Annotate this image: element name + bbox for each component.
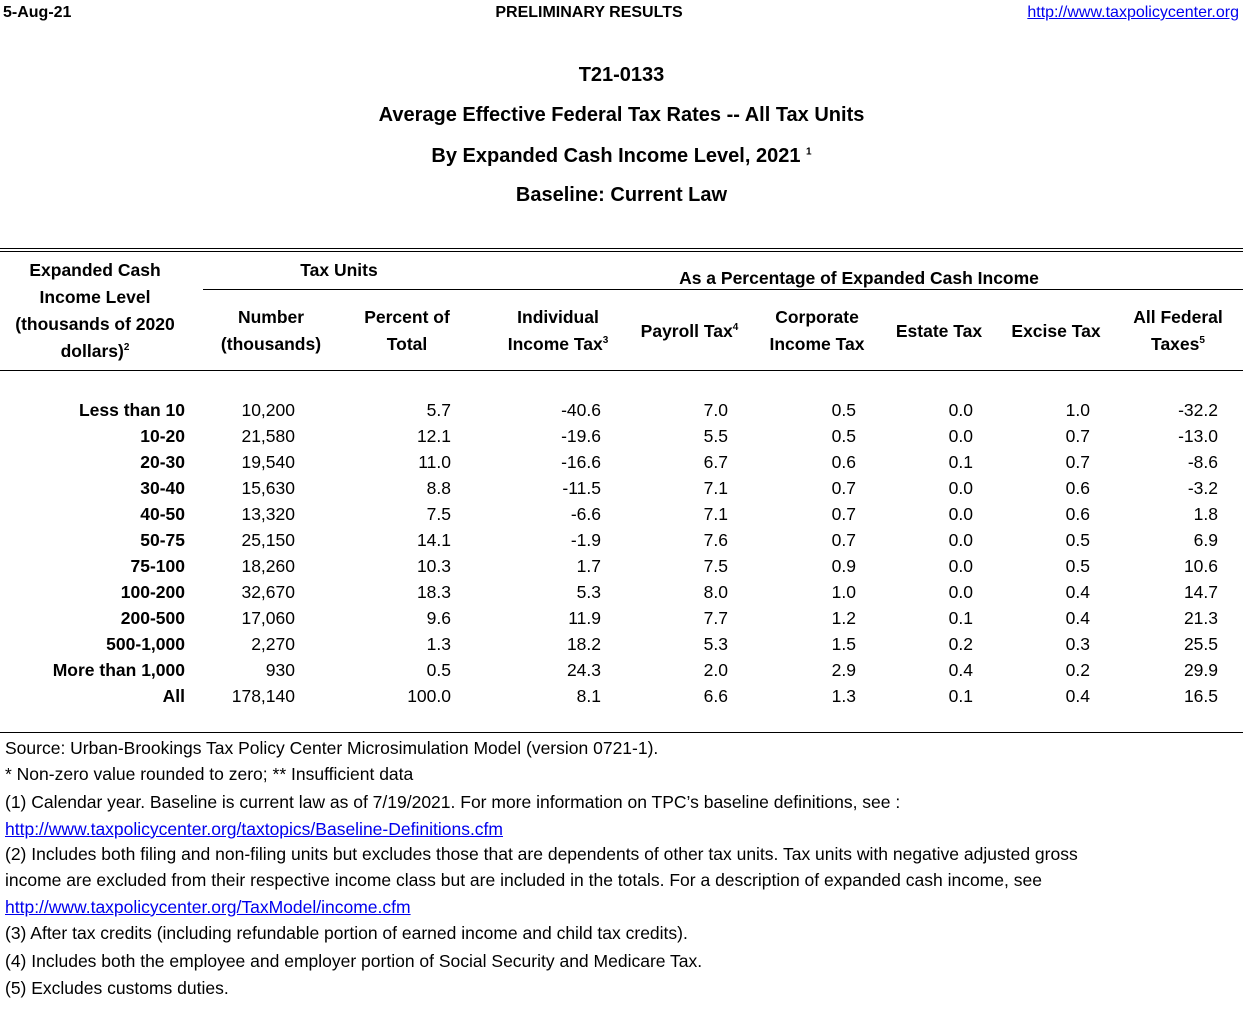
- cell-corporate-income-tax: 1.0: [831, 582, 856, 602]
- cell-number: 19,540: [241, 452, 295, 472]
- cell-individual-income-tax: 24.3: [566, 660, 601, 680]
- cell-income-level: 50-75: [140, 530, 185, 550]
- group-percentage: As a Percentage of Expanded Cash Income: [679, 268, 1039, 288]
- cell-individual-income-tax: -1.9: [570, 530, 601, 550]
- cell-number: 930: [265, 660, 295, 680]
- cell-corporate-income-tax: 0.5: [831, 400, 856, 420]
- cell-corporate-income-tax: 0.7: [831, 504, 856, 524]
- cell-individual-income-tax: 8.1: [576, 686, 601, 706]
- cell-income-level: 10-20: [140, 426, 185, 446]
- col-income-level: Expanded Cash Income Level (thousands of 2020 dollars)$^2$: [15, 260, 175, 361]
- col-corporate-income-tax: Corporate Income Tax: [769, 307, 865, 354]
- cell-number: 32,670: [241, 582, 295, 602]
- cell-excise-tax: 0.6: [1065, 504, 1090, 524]
- cell-payroll-tax: 6.7: [703, 452, 728, 472]
- cell-income-level: Less than 10: [78, 400, 185, 420]
- table-id: T21-0133: [578, 64, 665, 86]
- cell-income-level: 500-1,000: [106, 634, 185, 654]
- cell-corporate-income-tax: 2.9: [831, 660, 856, 680]
- cell-percent-total: 0.5: [426, 660, 451, 680]
- cell-corporate-income-tax: 1.3: [831, 686, 856, 706]
- cell-individual-income-tax: 1.7: [576, 556, 601, 576]
- cell-estate-tax: 0.1: [948, 686, 973, 706]
- cell-corporate-income-tax: 0.7: [831, 530, 856, 550]
- legend-note: * Non-zero value rounded to zero; ** Insufficient data: [5, 764, 414, 784]
- cell-excise-tax: 0.4: [1065, 686, 1090, 706]
- cell-all-federal-taxes: 16.5: [1183, 686, 1218, 706]
- cell-payroll-tax: 7.7: [703, 608, 728, 628]
- cell-estate-tax: 0.0: [948, 478, 973, 498]
- top-rule: [0, 248, 1243, 249]
- cell-all-federal-taxes: 6.9: [1193, 530, 1218, 550]
- col-individual-income-tax: Individual Income Tax$^3$: [507, 307, 609, 354]
- header-bottom-rule: [0, 370, 1243, 371]
- cell-individual-income-tax: -11.5: [562, 478, 601, 498]
- cell-individual-income-tax: 18.2: [566, 634, 601, 654]
- cell-corporate-income-tax: 0.6: [831, 452, 856, 472]
- cell-percent-total: 1.3: [426, 634, 451, 654]
- cell-number: 18,260: [241, 556, 295, 576]
- cell-income-level: 200-500: [120, 608, 185, 628]
- cell-all-federal-taxes: -32.2: [1178, 400, 1218, 420]
- cell-payroll-tax: 7.1: [703, 504, 728, 524]
- cell-payroll-tax: 8.0: [703, 582, 728, 602]
- cell-number: 25,150: [241, 530, 295, 550]
- cell-all-federal-taxes: 10.6: [1183, 556, 1218, 576]
- cell-income-level: 20-30: [140, 452, 185, 472]
- col-percent-total: Percent of Total: [364, 307, 450, 354]
- cell-individual-income-tax: -19.6: [561, 426, 601, 446]
- cell-estate-tax: 0.0: [948, 530, 973, 550]
- cell-payroll-tax: 7.1: [703, 478, 728, 498]
- cell-corporate-income-tax: 0.7: [831, 478, 856, 498]
- cell-all-federal-taxes: 25.5: [1183, 634, 1218, 654]
- cell-excise-tax: 0.6: [1065, 478, 1090, 498]
- footnote-3: (3) After tax credits (including refundable portion of earned income and child tax credits).: [5, 923, 688, 943]
- table-title: Average Effective Federal Tax Rates -- All Tax Units: [378, 104, 865, 126]
- tpc-website-link[interactable]: http://www.taxpolicycenter.org: [1027, 4, 1239, 21]
- cell-income-level: 75-100: [130, 556, 185, 576]
- baseline-definitions-link[interactable]: http://www.taxpolicycenter.org/taxtopics/Baseline-Definitions.cfm: [5, 819, 503, 839]
- cell-percent-total: 10.3: [416, 556, 451, 576]
- cell-excise-tax: 0.3: [1065, 634, 1090, 654]
- table-subtitle: By Expanded Cash Income Level, 2021 $^1$: [431, 145, 812, 167]
- cell-excise-tax: 0.7: [1065, 426, 1090, 446]
- cell-estate-tax: 0.1: [948, 608, 973, 628]
- footnote-ref: 1: [806, 146, 812, 158]
- cell-all-federal-taxes: -8.6: [1187, 452, 1218, 472]
- cell-estate-tax: 0.0: [948, 582, 973, 602]
- footnote-ref: 4: [732, 322, 739, 334]
- cell-income-level: 30-40: [140, 478, 185, 498]
- top-rule-double: [0, 251, 1243, 252]
- cell-percent-total: 9.6: [426, 608, 451, 628]
- footnote-5: (5) Excludes customs duties.: [5, 978, 229, 998]
- source-note: Source: Urban-Brookings Tax Policy Center Microsimulation Model (version 0721-1).: [5, 738, 659, 758]
- col-estate-tax: Estate Tax: [895, 321, 983, 341]
- status-label: PRELIMINARY RESULTS: [495, 4, 683, 21]
- cell-payroll-tax: 2.0: [703, 660, 728, 680]
- cell-individual-income-tax: -6.6: [570, 504, 601, 524]
- cell-number: 178,140: [231, 686, 295, 706]
- cell-excise-tax: 1.0: [1065, 400, 1090, 420]
- footnote-ref: 2: [123, 342, 130, 354]
- cell-estate-tax: 0.0: [948, 556, 973, 576]
- cell-percent-total: 18.3: [416, 582, 451, 602]
- cell-all-federal-taxes: 1.8: [1193, 504, 1218, 524]
- footnote-2: (2) Includes both filing and non-filing units but excludes those that are dependents of other tax units. Tax units with negative adjusted gross: [5, 844, 1078, 864]
- footnote-ref: 3: [602, 335, 609, 347]
- cell-percent-total: 12.1: [416, 426, 451, 446]
- footnote-2-continued: income are excluded from their respective income class but are included in the totals. For a description of expanded cash income, see: [5, 870, 1042, 890]
- cell-payroll-tax: 5.3: [703, 634, 728, 654]
- cell-number: 15,630: [241, 478, 295, 498]
- cell-corporate-income-tax: 1.2: [831, 608, 856, 628]
- cell-income-level: 100-200: [120, 582, 185, 602]
- cell-payroll-tax: 7.0: [703, 400, 728, 420]
- cell-percent-total: 7.5: [426, 504, 451, 524]
- cell-corporate-income-tax: 0.9: [831, 556, 856, 576]
- cell-percent-total: 11.0: [418, 452, 451, 472]
- cell-payroll-tax: 7.5: [703, 556, 728, 576]
- report-date: 5-Aug-21: [3, 4, 72, 21]
- cell-percent-total: 100.0: [407, 686, 451, 706]
- cell-number: 10,200: [241, 400, 295, 420]
- cell-all-federal-taxes: 14.7: [1183, 582, 1218, 602]
- cell-individual-income-tax: 5.3: [576, 582, 601, 602]
- cell-number: 17,060: [241, 608, 295, 628]
- cell-estate-tax: 0.0: [948, 400, 973, 420]
- cell-income-level: All: [162, 686, 185, 706]
- cell-estate-tax: 0.2: [948, 634, 973, 654]
- footnote-4: (4) Includes both the employee and employer portion of Social Security and Medicare Tax.: [5, 951, 703, 971]
- income-definition-link[interactable]: http://www.taxpolicycenter.org/TaxModel/income.cfm: [5, 897, 411, 917]
- cell-estate-tax: 0.4: [948, 660, 973, 680]
- cell-all-federal-taxes: 29.9: [1183, 660, 1218, 680]
- footnote-ref: 5: [1199, 335, 1205, 347]
- cell-percent-total: 14.1: [416, 530, 451, 550]
- cell-excise-tax: 0.5: [1065, 556, 1090, 576]
- table-bottom-rule: [0, 732, 1243, 733]
- cell-payroll-tax: 6.6: [703, 686, 728, 706]
- cell-corporate-income-tax: 0.5: [831, 426, 856, 446]
- col-all-federal-taxes: All Federal Taxes$^5$: [1133, 307, 1223, 354]
- cell-income-level: More than 1,000: [52, 660, 185, 680]
- cell-all-federal-taxes: 21.3: [1183, 608, 1218, 628]
- group-tax-units: Tax Units: [300, 260, 378, 280]
- cell-percent-total: 8.8: [426, 478, 451, 498]
- cell-percent-total: 5.7: [426, 400, 451, 420]
- cell-payroll-tax: 7.6: [703, 530, 728, 550]
- cell-all-federal-taxes: -3.2: [1187, 478, 1218, 498]
- cell-excise-tax: 0.2: [1065, 660, 1090, 680]
- col-payroll-tax: Payroll Tax$^4$: [640, 321, 739, 341]
- cell-number: 13,320: [241, 504, 295, 524]
- cell-income-level: 40-50: [140, 504, 185, 524]
- cell-estate-tax: 0.1: [948, 452, 973, 472]
- cell-individual-income-tax: -16.6: [561, 452, 601, 472]
- cell-estate-tax: 0.0: [948, 426, 973, 446]
- cell-individual-income-tax: -40.6: [561, 400, 601, 420]
- cell-number: 2,270: [251, 634, 295, 654]
- cell-all-federal-taxes: -13.0: [1178, 426, 1218, 446]
- footnote-1: (1) Calendar year. Baseline is current law as of 7/19/2021. For more information on TPC’s baseline definitions, see :: [5, 792, 901, 812]
- cell-excise-tax: 0.4: [1065, 608, 1090, 628]
- col-excise-tax: Excise Tax: [1011, 321, 1101, 341]
- col-number: Number (thousands): [220, 307, 322, 354]
- cell-excise-tax: 0.7: [1065, 452, 1090, 472]
- cell-payroll-tax: 5.5: [703, 426, 728, 446]
- cell-excise-tax: 0.4: [1065, 582, 1090, 602]
- cell-estate-tax: 0.0: [948, 504, 973, 524]
- cell-individual-income-tax: 11.9: [568, 608, 601, 628]
- cell-number: 21,580: [241, 426, 295, 446]
- cell-corporate-income-tax: 1.5: [831, 634, 856, 654]
- cell-excise-tax: 0.5: [1065, 530, 1090, 550]
- baseline-title: Baseline: Current Law: [515, 184, 728, 206]
